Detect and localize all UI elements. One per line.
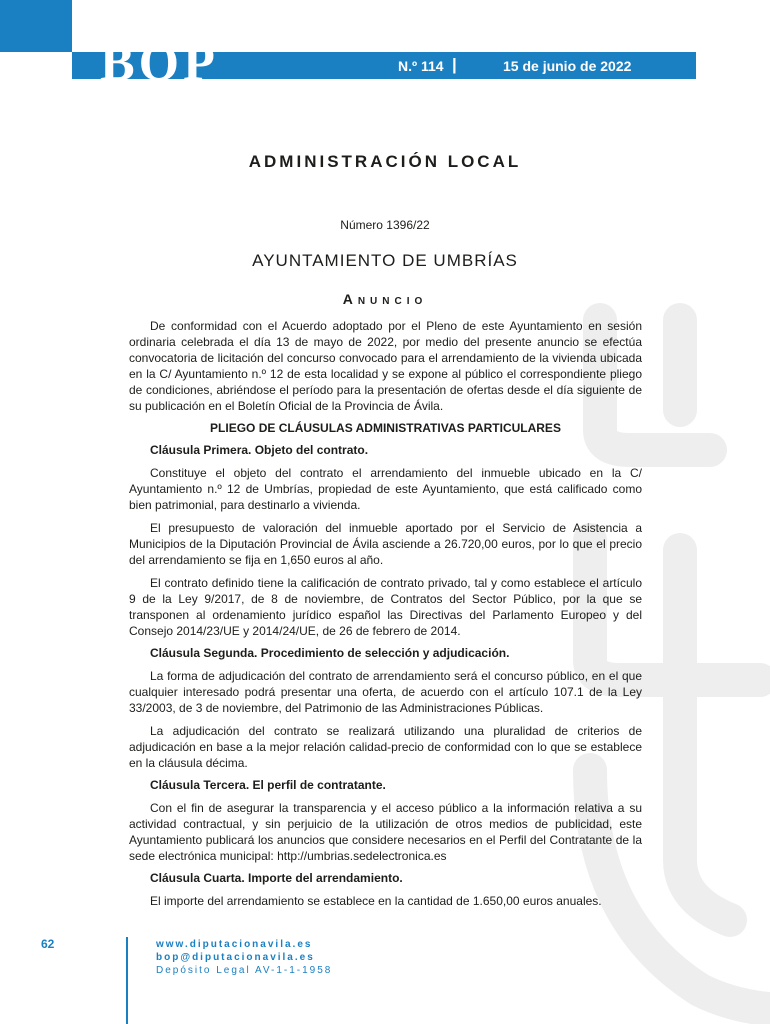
page-number: 62: [41, 937, 55, 951]
clause-3-paragraph-1: Con el fin de asegurar la transparencia y el acceso público a la información relativa a su actividad contractual, y sin perjuicio de la utilización de otros medios de publicidad, este Ayuntamiento publicará los anuncios que considere necesarios en el Perfil del Contratante de la sede electrónica municipal: http://umbrias.sedelectronica.es: [129, 801, 642, 863]
pliego-title: PLIEGO DE CLÁUSULAS ADMINISTRATIVAS PARTICULARES: [210, 421, 561, 435]
intro-paragraph: De conformidad con el Acuerdo adoptado por el Pleno de este Ayuntamiento en sesión ordinaria celebrada el día 13 de mayo de 2022, por medio del presente anuncio se efectúa convocatoria de licitación del concurso convocado para el arrendamiento de la vivienda ubicada en la C/ Ayuntamiento n.º 12 de esta localidad y se expone al público el correspondiente pliego de condiciones, abriéndose el período para la presentación de ofertas desde el día siguiente de su publicación en el Boletín Oficial de la Provincia de Ávila.: [129, 319, 642, 413]
header-separator: |: [452, 55, 457, 74]
header-corner-block: [0, 0, 72, 52]
bulletin-date: 15 de junio de 2022: [503, 58, 632, 74]
clause-4-paragraph-1: El importe del arrendamiento se establece en la cantidad de 1.650,00 euros anuales.: [150, 894, 602, 908]
clause-2-paragraph-2: La adjudicación del contrato se realizará utilizando una pluralidad de criterios de adjudicación en base a la mejor relación calidad-precio de conformidad con lo que se establece en la cláusula décima.: [129, 724, 642, 770]
bulletin-number: N.º 114: [398, 58, 444, 74]
footer-divider: [126, 937, 128, 1024]
clause-4-heading: Cláusula Cuarta. Importe del arrendamiento.: [150, 871, 403, 885]
footer-website: www.diputacionavila.es: [156, 939, 313, 950]
clause-1-paragraph-3: El contrato definido tiene la calificación de contrato privado, tal y como establece el artículo 9 de la Ley 9/2017, de 8 de noviembre, de Contratos del Sector Público, por la que se transponen al ordenamiento jurídico español las Directivas del Parlamento Europeo y del Consejo 2014/23/UE y 2014/24/UE, de 26 de febrero de 2014.: [129, 576, 642, 638]
footer-legal-deposit: Depósito Legal AV-1-1-1958: [156, 965, 333, 976]
section-title: ADMINISTRACIÓN LOCAL: [248, 152, 522, 171]
anuncio-heading: Anuncio: [342, 291, 428, 307]
clause-2-paragraph-1: La forma de adjudicación del contrato de arrendamiento será el concurso público, en el que cualquier interesado podrá presentar una oferta, de acuerdo con el artículo 107.1 de la Ley 33/2003, de 3 de noviembre, del Patrimonio de las Administraciones Públicas.: [129, 669, 642, 715]
issuing-entity: AYUNTAMIENTO DE UMBRÍAS: [252, 251, 518, 270]
announcement-body: [129, 318, 642, 909]
bop-logo: BOP: [100, 35, 219, 92]
clause-1-paragraph-1: Constituye el objeto del contrato el arrendamiento del inmueble ubicado en la C/ Ayuntamiento n.º 12 de Umbrías, propiedad de este Ayuntamiento, que está calificado como bien patrimonial, para destinarlo a vivienda.: [129, 466, 642, 512]
footer-contact: [156, 938, 332, 977]
clause-2-heading: Cláusula Segunda. Procedimiento de selección y adjudicación.: [150, 646, 510, 660]
clause-1-heading: Cláusula Primera. Objeto del contrato.: [150, 443, 369, 457]
clause-1-paragraph-2: El presupuesto de valoración del inmueble aportado por el Servicio de Asistencia a Municipios de la Diputación Provincial de Ávila asciende a 26.720,00 euros, por lo que el precio del arrendamiento se fija en 1,650 euros al año.: [129, 521, 642, 567]
clause-3-heading: Cláusula Tercera. El perfil de contratante.: [150, 778, 386, 792]
announcement-number: Número 1396/22: [340, 218, 430, 232]
footer-email: bop@diputacionavila.es: [156, 952, 315, 963]
